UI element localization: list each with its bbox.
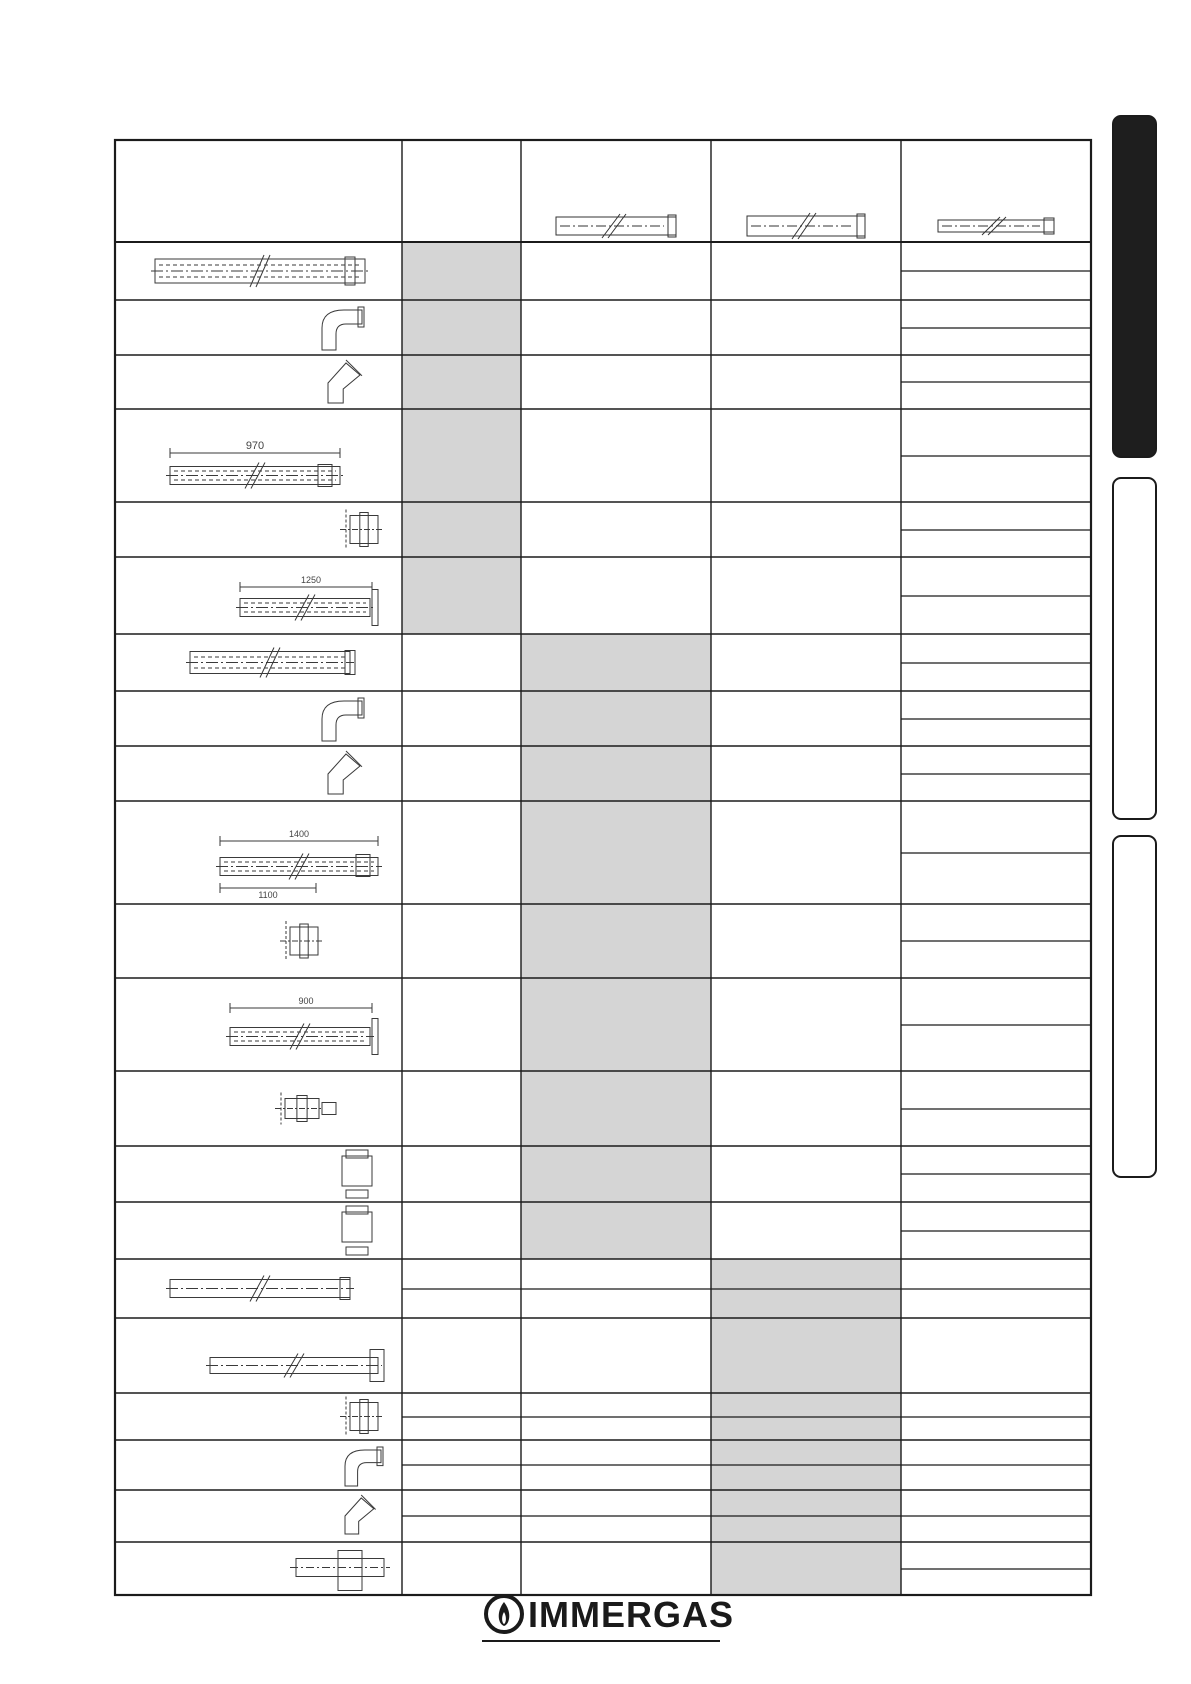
shaded-cell	[521, 1146, 711, 1202]
side-tab-user[interactable]	[1112, 477, 1157, 820]
concentric-extension-icon	[151, 255, 369, 287]
shaded-cell	[521, 1202, 711, 1259]
dimension-label: 970	[245, 440, 265, 452]
pipe-80-icon	[938, 217, 1054, 235]
concentric-bend-90-icon	[322, 307, 364, 350]
dimension-label: 1400	[288, 829, 310, 839]
bend-90-icon	[345, 1447, 383, 1486]
flame-logo-icon	[484, 1594, 524, 1634]
horizontal-terminal-icon	[216, 829, 382, 900]
brand-name: IMMERGAS	[528, 1594, 734, 1635]
shaded-cell	[521, 801, 711, 904]
dimension-label: 1100	[258, 890, 278, 900]
concentric-bend-45-icon	[328, 360, 362, 403]
side-tab-technician[interactable]	[1112, 835, 1157, 1178]
shaded-cell	[402, 300, 521, 355]
horizontal-terminal-icon	[166, 440, 344, 489]
wall-sealing-plate-icon	[340, 510, 382, 550]
vertical-terminal-icon	[236, 575, 378, 626]
concentric-extension-icon	[186, 648, 355, 678]
adapter-kit-icon	[275, 1093, 336, 1125]
pipe-60-100-icon	[556, 214, 676, 238]
shaded-cell	[402, 242, 521, 300]
logo-underline	[482, 1640, 720, 1642]
bend-45-icon	[345, 1495, 376, 1534]
shaded-cells	[402, 242, 901, 1595]
shaded-cell	[521, 904, 711, 978]
side-tab-installer[interactable]	[1112, 115, 1157, 458]
dimension-label: 900	[298, 996, 314, 1006]
shaded-cell	[521, 746, 711, 801]
shaded-cell	[402, 502, 521, 557]
separate-terminal-icon	[206, 1350, 384, 1382]
shaded-cell	[402, 557, 521, 634]
concentric-bend-90-icon	[322, 698, 364, 741]
adapter-icon	[342, 1150, 372, 1198]
shaded-cell	[711, 1542, 901, 1595]
adapter-icon	[342, 1206, 372, 1255]
splitter-kit-icon	[290, 1551, 390, 1591]
shaded-cell	[521, 1071, 711, 1146]
vertical-terminal-icon	[226, 996, 378, 1055]
separate-pipe-icon	[166, 1276, 354, 1302]
shaded-cell	[521, 634, 711, 691]
wall-sealing-plate-icon	[340, 1397, 382, 1437]
pipe-80-125-icon	[747, 213, 865, 239]
shaded-cell	[711, 1318, 901, 1393]
immergas-logo	[482, 1592, 734, 1644]
shaded-cell	[402, 409, 521, 502]
concentric-bend-45-icon	[328, 751, 362, 794]
shaded-cell	[402, 355, 521, 409]
dimension-label: 1250	[300, 575, 322, 585]
shaded-cell	[521, 691, 711, 746]
wall-sealing-plate-icon	[280, 921, 322, 961]
shaded-cell	[521, 978, 711, 1071]
